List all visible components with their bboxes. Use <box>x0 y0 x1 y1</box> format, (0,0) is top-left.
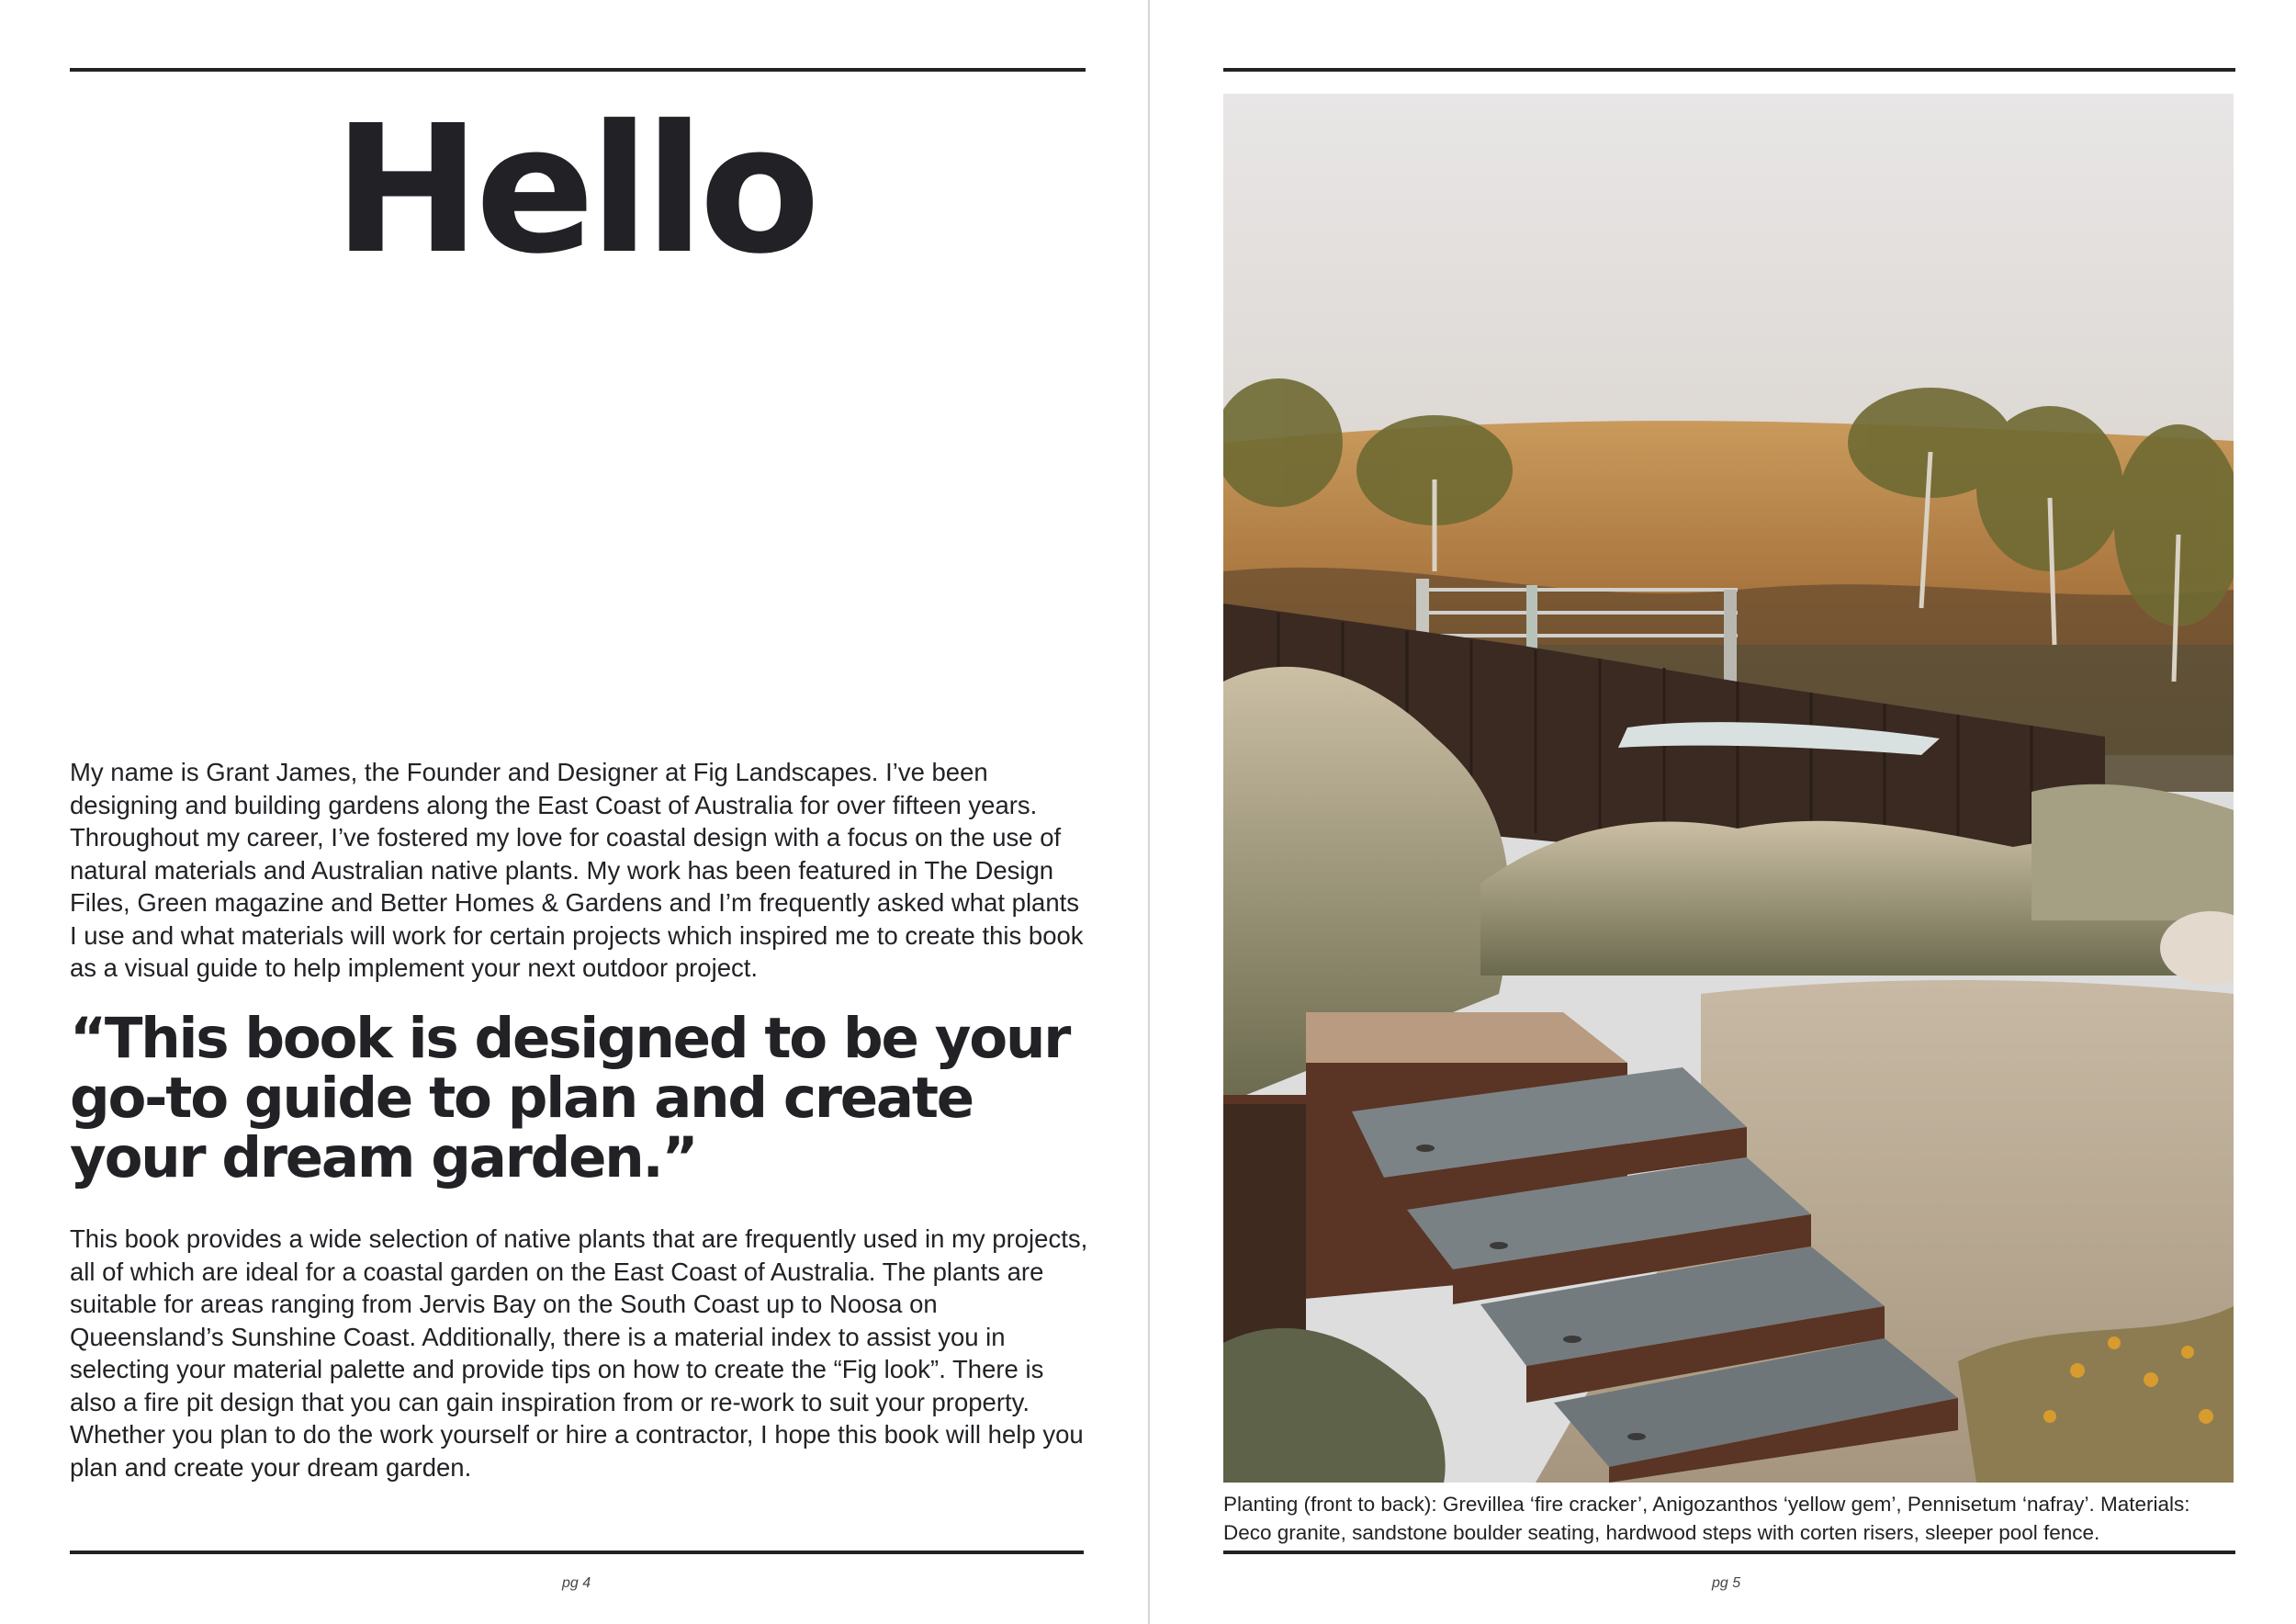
garden-photo-illustration <box>1223 94 2234 1483</box>
photo-caption: Planting (front to back): Grevillea ‘fire cracker’, Anigozanthos ‘yellow gem’, Pennisetum ‘nafray’. Materials: Deco granite, sandstone boulder seating, hardwood steps with corten risers, sleeper pool fence. <box>1223 1493 2190 1544</box>
top-rule <box>1223 68 2235 72</box>
pull-quote: “This book is designed to be your go-to guide to plan and create your dream garden.” <box>70 1006 1070 1190</box>
intro-paragraph: My name is Grant James, the Founder and Designer at Fig Landscapes. I’ve been designing and building gardens along the East Coast of Australia for over fifteen years. Throughout my career, I’ve fostered my love for coastal design with a focus on the use of natural materials and Australian native plants. My work has been featured in The Design Files, Green magazine and Better Homes & Gardens and I’m frequently asked what plants I use and what materials will work for certain projects which inspired me to create this book as a visual guide to help implement your next outdoor project. <box>70 758 1084 982</box>
bottom-rule <box>70 1551 1084 1554</box>
page-title: Hello <box>332 88 816 293</box>
body-paragraph: This book provides a wide selection of native plants that are frequently used in my projects, all of which are ideal for a coastal garden on the East Coast of Australia. The plants are suitable for areas ranging from Jervis Bay on the South Coast up to Noosa on Queensland’s Sunshine Coast. Additionally, there is a material index to assist you in selecting your material palette and provide tips on how to create the “Fig look”. There is also a fire pit design that you can gain inspiration from or re-work to suit your property. Whether you plan to do the work yourself or hire a contractor, I hope this book will help you plan and create your dream garden. <box>70 1224 1088 1482</box>
page-number: pg 5 <box>1712 1575 1741 1591</box>
top-rule <box>70 68 1086 72</box>
right-page <box>1150 0 2296 1624</box>
garden-photo <box>1223 94 2234 1483</box>
page-number: pg 4 <box>562 1575 591 1591</box>
bottom-rule <box>1223 1551 2235 1554</box>
